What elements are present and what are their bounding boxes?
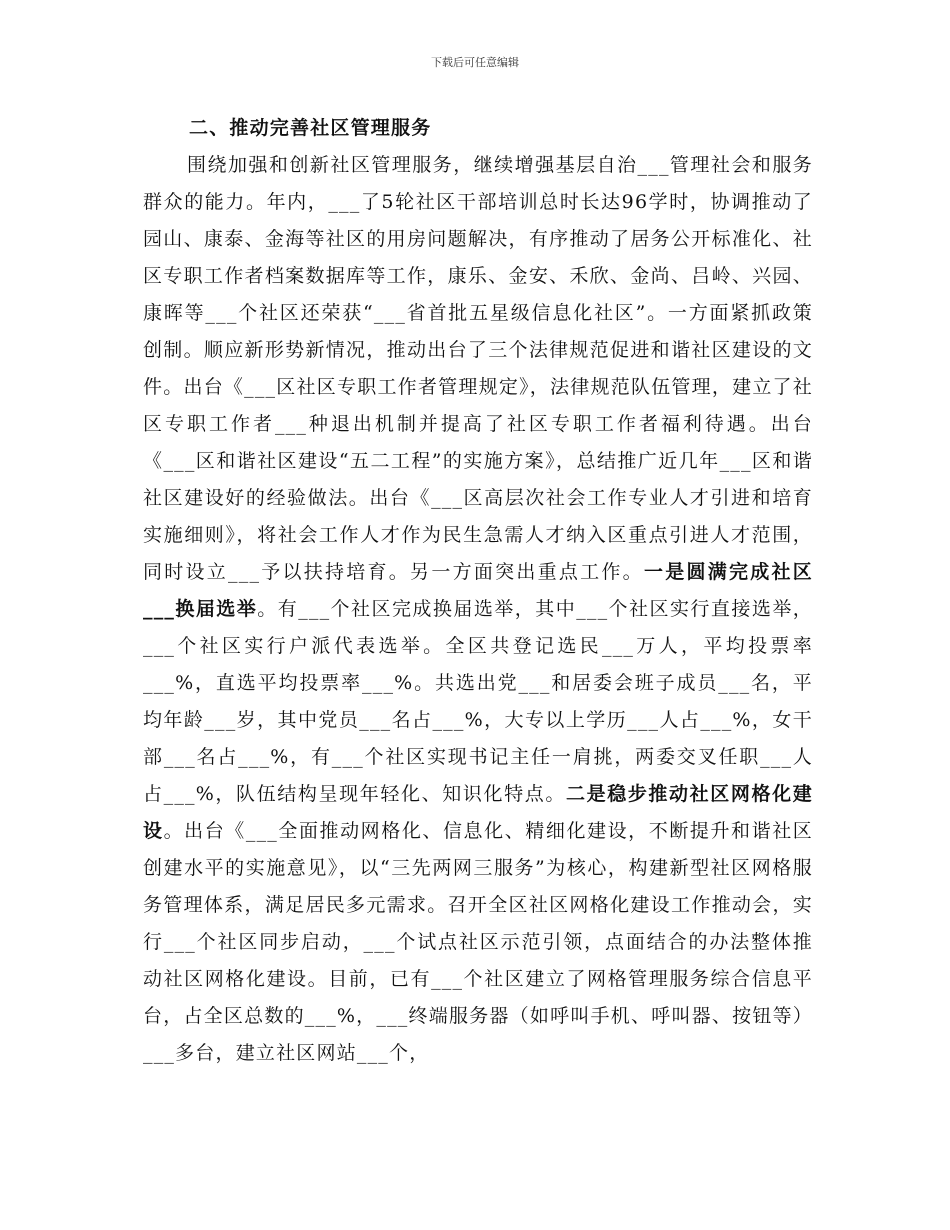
body-paragraph [143,147,813,1072]
document-body [143,110,813,1072]
paragraph-text-run: 。出台《___全面推动网格化、信息化、精细化建设，不断提升和谐社区创建水平的实施意见》，以“三先两网三服务”为核心，构建新型社区网格服务管理体系，满足居民多元需求。召开全区社区网格化建设工作推动会，实行___个社区同步启动，___个试点社区示范引领，点面结合的办法整体推动社区网格化建设。目前，已有___个社区建立了网格管理服务综合信息平台，占全区总数的___%，___终端服务器（如呼叫手机、呼叫器、按钮等）___多台，建立社区网站___个， [143,820,813,1064]
section-heading: 二、推动完善社区管理服务 [189,117,432,139]
paragraph-bold-run: 二是稳步推动社区网格化建设 [143,783,813,842]
paragraph-text-run: 。有___个社区完成换届选举，其中___个社区实行直接选举，___个社区实行户派代表选举。全区共登记选民___万人，平均投票率___%，直选平均投票率___%。共选出党___和居委会班子成员___名，平均年龄___岁，其中党员___名占___%，大专以上学历___人占___%，女干部___名占___%，有___个社区实现书记主任一肩挑，两委交叉任职___人占___%，队伍结构呈现年轻化、知识化特点。 [143,598,813,805]
paragraph-bold-run: 一是圆满完成社区___换届选举 [143,561,813,620]
paragraph-text-run: 围绕加强和创新社区管理服务，继续增强基层自治___管理社会和服务群众的能力。年内，___了5轮社区干部培训总时长达96学时，协调推动了园山、康泰、金海等社区的用房问题解决，有序推动了居务公开标准化、社区专职工作者档案数据库等工作，康乐、金安、禾欣、金尚、吕岭、兴园、康晖等___个社区还荣获“___省首批五星级信息化社区”。一方面紧抓政策创制。顺应新形势新情况，推动出台了三个法律规范促进和谐社区建设的文件。出台《___区社区专职工作者管理规定》，法律规范队伍管理，建立了社区专职工作者___种退出机制并提高了社区专职工作者福利待遇。出台《___区和谐社区建设“五二工程”的实施方案》，总结推广近几年___区和谐社区建设好的经验做法。出台《___区高层次社会工作专业人才引进和培育实施细则》，将社会工作人才作为民生急需人才纳入区重点引进人才范围，同时设立___予以扶持培育。另一方面突出重点工作。 [143,154,813,583]
header-note: 下载后可任意编辑 [431,56,519,69]
